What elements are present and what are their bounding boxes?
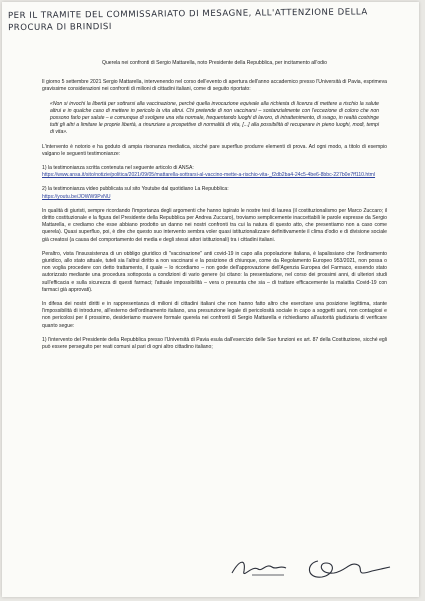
evidence-item-1-intro: 1) la testimonianza scritta contenuta nel seguente articolo di ANSA: bbox=[42, 165, 194, 172]
evidence-item-1 bbox=[42, 165, 387, 179]
document-page bbox=[2, 2, 419, 597]
evidence-item-2 bbox=[42, 186, 387, 200]
paragraph-defense: In difesa dei nostri diritti e in rappresentanza di milioni di cittadini italiani che non hanno fatto altro che esercitare una posizione legittima, stante l'impossibilità di introdurre, all'esterno dell'ordinamento italiano, una presunzione legale di pericolosità sociale in capo a soggetti sani, non contagiosi e non pericolosi per il prossimo, desideriamo muovere formale querela nei confronti di Sergio Mattarella e richiediamo all'autorità giudiziaria di verificare quanto segue: bbox=[42, 301, 387, 329]
evidence-item-2-link[interactable]: https://youtu.be/JOWW9PvNU bbox=[42, 193, 111, 200]
document-title: Querela nei confronti di Sergio Mattarella, noto Presidente della Repubblica, per incitamento all'odio bbox=[102, 60, 327, 66]
handwritten-line-1: PER IL TRAMITE DEL COMMISSARIATO DI MESAGNE, ALL'ATTENZIONE DELLA bbox=[7, 7, 368, 22]
handwritten-header bbox=[8, 6, 408, 34]
handwritten-signatures bbox=[222, 553, 402, 583]
paragraph-intro: Il giorno 5 settembre 2021 Sergio Mattarella, intervenendo nel corso dell'evento di apertura dell'anno accademico presso l'Università di Pavia, esprimeva gravissime considerazioni nei confronti di milioni di cittadini italiani, come di seguito riportato: bbox=[42, 79, 387, 93]
paragraph-request-1: 1) l'intervento del Presidente della Repubblica presso l'Università di Pavia esula dall'esercizio delle Sue funzioni ex art. 87 della Costituzione, sicché egli può essere perseguito per reati comuni al pari di ogni altro cittadino italiano; bbox=[42, 336, 387, 351]
evidence-item-2-intro: 2) la testimonianza video pubblicata sul sito Youtube dal quotidiano La Repubblica: bbox=[42, 186, 229, 193]
evidence-item-1-link[interactable]: https://www.ansa.it/sito/notizie/politica/2021/09/05/mattarella-sottrarsi-al-vaccino-mette-a-rischio-vita-_f2db2ba4-24c5-4be6-8bbc-227b0e7ff110.html bbox=[42, 172, 376, 179]
paragraph-jurists: In qualità di giuristi, sempre ricordando l'importanza degli argomenti che hanno ispirato le nostre tesi di laurea (il costituzionalismo per Marco Zuccaro; il diritto costituzionale e la figura del Presidente della Repubblica per Andrea Zuccaro), troviamo semplicemente inaccettabili le parole espresse da Sergio Mattarella, e crediamo che esse abbiano prodotto un danno nei nostri confronti tra cui la natura di questo atto, che presentiamo non a caso come querela). Quasi superfluo, poi, è dire che questo suo intervento sembra voler quasi istituzionalizzare definitivamente il clima d'odio e di divisione sociale già creatosi (a causa del comportamento dei media e degli stessi attori istituzionali) tra i cittadini italiani. bbox=[42, 207, 387, 243]
document-body bbox=[42, 60, 387, 358]
paragraph-evidence: L'intervento è notorio e ha goduto di ampia risonanza mediatica, sicché pare superfluo produrre elementi di prova. Ad ogni modo, a titolo di esempio valgano le seguenti testimonianze: bbox=[42, 143, 387, 157]
handwritten-line-2: PROCURA DI BRINDISI bbox=[8, 22, 112, 34]
paragraph-vaccination: Peraltro, vista l'insussistenza di un obbligo giuridico di "vaccinazione" anti covid-19 in capo alla popolazione italiana, è lapalissiano che l'ordinamento giuridico, allo stato attuale, tuteli sia l'altrui diritto a non vaccinarsi e la posizione di chiunque, come da Regolamento Europeo 953/2021, non possa o non voglia procedere con detto trattamento, il quale – lo ricordiamo – non gode dell'approvazione dell'Agenzia Europea del Farmaco, essendo stato autorizzato mediante una procedura sottoposta a condizioni di vario genere (si citano: la presentazione, nel corso dei prossimi anni, di ulteriori studi sull'efficacia e sulla sicurezza di questi farmaci; l'attuale impossibilità – vera o presunta che sia – di trattare efficacemente la malattia Covid-19 con farmaci già approvati). bbox=[42, 250, 387, 293]
quote-block: «Non si invochi la libertà per sottrarsi alla vaccinazione, perché quella invocazione equivale alla richiesta di licenza di mettere a rischio la salute altrui e in qualche caso di mettere in pericolo la vita altrui. Chi pretende di non vaccinarsi – sostanzialmente con l'eccezione di coloro che non possono farlo per salute – e comunque di svolgere una vita normale, frequentando luoghi di lavoro, di intrattenimento, di svago, in realtà costringe tutti gli altri a limitare le proprie libertà, a rinunziare a prospettive di normalità di vita, [...] alla possibilità di recuperare in pieno luoghi, modi, tempi di vita». bbox=[50, 100, 379, 136]
